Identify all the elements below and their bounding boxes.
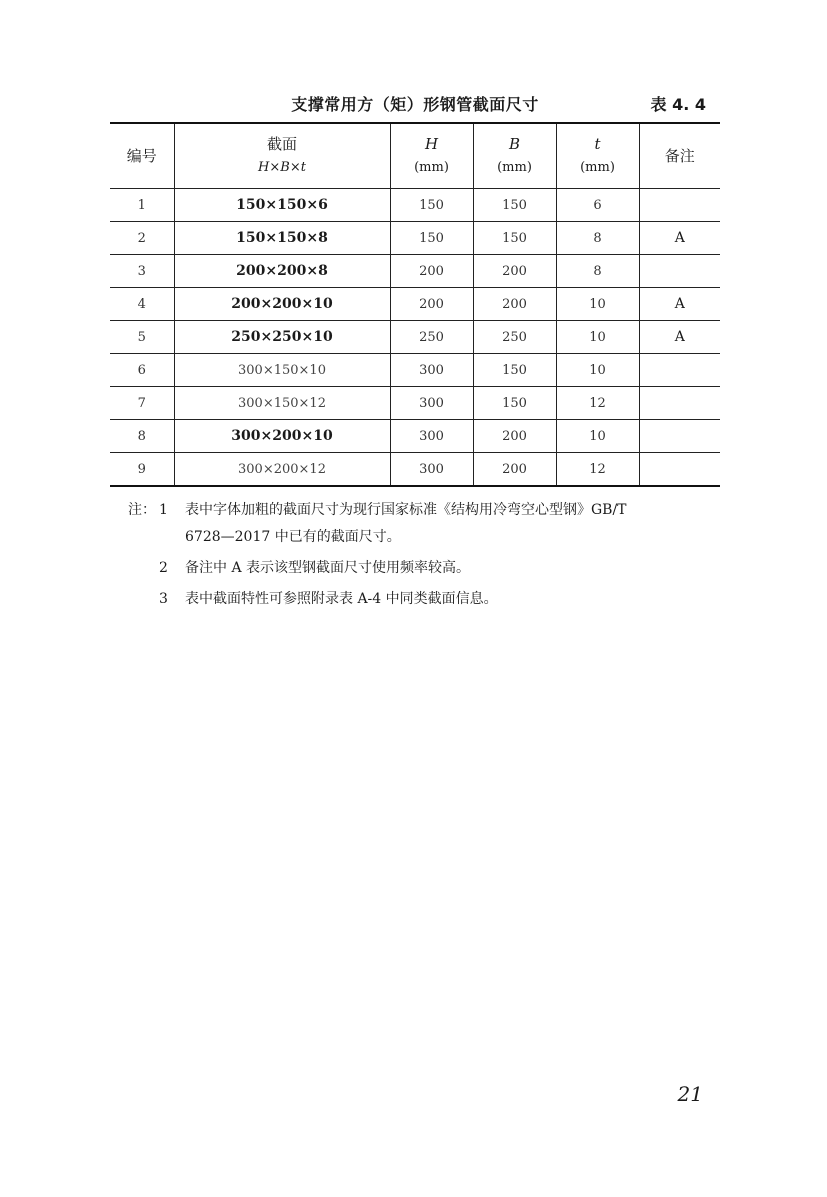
header-h bbox=[390, 123, 473, 189]
cell-h: 300 bbox=[390, 387, 473, 420]
cell-b: 200 bbox=[473, 453, 556, 487]
note-line: 表中字体加粗的截面尺寸为现行国家标准《结构用冷弯空心型钢》GB/T bbox=[185, 502, 627, 518]
cell-index: 7 bbox=[110, 387, 174, 420]
cell-index: 2 bbox=[110, 222, 174, 255]
note-prefix: 注： bbox=[128, 502, 156, 518]
header-remark: 备注 bbox=[639, 123, 720, 189]
cell-index: 6 bbox=[110, 354, 174, 387]
cell-t: 10 bbox=[556, 321, 639, 354]
cell-t: 12 bbox=[556, 453, 639, 487]
cell-b: 200 bbox=[473, 288, 556, 321]
header-section-formula: H×B×t bbox=[258, 160, 306, 175]
table-row bbox=[110, 288, 720, 321]
cell-b: 200 bbox=[473, 255, 556, 288]
table-row bbox=[110, 420, 720, 453]
cell-h: 250 bbox=[390, 321, 473, 354]
cell-h: 150 bbox=[390, 189, 473, 222]
table-row bbox=[110, 387, 720, 420]
cell-remark bbox=[639, 354, 720, 387]
table-caption bbox=[110, 88, 720, 118]
cell-section: 300×150×10 bbox=[174, 354, 390, 387]
cell-section: 150×150×8 bbox=[174, 222, 390, 255]
header-b-label: B bbox=[508, 135, 521, 153]
cell-index: 9 bbox=[110, 453, 174, 487]
header-section bbox=[174, 123, 390, 189]
header-h-label: H bbox=[424, 135, 439, 153]
cell-index: 5 bbox=[110, 321, 174, 354]
cell-b: 150 bbox=[473, 189, 556, 222]
cell-h: 300 bbox=[390, 420, 473, 453]
page-number: 21 bbox=[677, 1082, 703, 1106]
note-line: 表中截面特性可参照附录表 A-4 中同类截面信息。 bbox=[185, 591, 498, 607]
note-line: 备注中 A 表示该型钢截面尺寸使用频率较高。 bbox=[185, 560, 471, 576]
cell-section: 250×250×10 bbox=[174, 321, 390, 354]
cell-remark bbox=[639, 387, 720, 420]
cell-b: 150 bbox=[473, 354, 556, 387]
cell-b: 150 bbox=[473, 222, 556, 255]
table-notes bbox=[110, 497, 730, 613]
cell-remark bbox=[639, 420, 720, 453]
cell-t: 12 bbox=[556, 387, 639, 420]
table-row bbox=[110, 453, 720, 487]
cell-h: 150 bbox=[390, 222, 473, 255]
table-row bbox=[110, 255, 720, 288]
cell-section: 150×150×6 bbox=[174, 189, 390, 222]
cell-section: 300×150×12 bbox=[174, 387, 390, 420]
header-h-unit: (mm) bbox=[414, 160, 449, 175]
section-size-table bbox=[110, 122, 720, 487]
header-b-unit: (mm) bbox=[497, 160, 532, 175]
cell-section: 200×200×8 bbox=[174, 255, 390, 288]
header-t-unit: (mm) bbox=[580, 160, 615, 175]
cell-b: 200 bbox=[473, 420, 556, 453]
table-row bbox=[110, 189, 720, 222]
cell-h: 200 bbox=[390, 288, 473, 321]
note-item bbox=[110, 555, 730, 582]
cell-t: 10 bbox=[556, 420, 639, 453]
table-number: 表 4. 4 bbox=[650, 95, 706, 114]
cell-remark bbox=[639, 189, 720, 222]
header-index: 编号 bbox=[110, 123, 174, 189]
cell-section: 300×200×12 bbox=[174, 453, 390, 487]
cell-t: 6 bbox=[556, 189, 639, 222]
table-header-row bbox=[110, 123, 720, 189]
note-index: 2 bbox=[159, 560, 168, 576]
cell-index: 4 bbox=[110, 288, 174, 321]
cell-remark: A bbox=[639, 288, 720, 321]
note-index: 3 bbox=[159, 591, 168, 607]
header-section-label: 截面 bbox=[266, 135, 297, 153]
note-line: 6728—2017 中已有的截面尺寸。 bbox=[185, 529, 401, 545]
cell-t: 10 bbox=[556, 354, 639, 387]
cell-section: 300×200×10 bbox=[174, 420, 390, 453]
table-row bbox=[110, 354, 720, 387]
cell-index: 8 bbox=[110, 420, 174, 453]
cell-index: 3 bbox=[110, 255, 174, 288]
header-b bbox=[473, 123, 556, 189]
cell-t: 8 bbox=[556, 222, 639, 255]
header-t-label: t bbox=[594, 135, 601, 153]
header-t bbox=[556, 123, 639, 189]
cell-b: 150 bbox=[473, 387, 556, 420]
table-title: 支撑常用方（矩）形钢管截面尺寸 bbox=[291, 95, 539, 114]
cell-remark: A bbox=[639, 222, 720, 255]
cell-remark bbox=[639, 255, 720, 288]
cell-h: 300 bbox=[390, 354, 473, 387]
cell-t: 8 bbox=[556, 255, 639, 288]
note-item bbox=[110, 586, 730, 613]
table-row bbox=[110, 321, 720, 354]
note-item bbox=[110, 497, 730, 551]
cell-remark: A bbox=[639, 321, 720, 354]
note-index: 1 bbox=[159, 502, 168, 518]
cell-h: 200 bbox=[390, 255, 473, 288]
table-row bbox=[110, 222, 720, 255]
cell-index: 1 bbox=[110, 189, 174, 222]
cell-h: 300 bbox=[390, 453, 473, 487]
cell-section: 200×200×10 bbox=[174, 288, 390, 321]
cell-remark bbox=[639, 453, 720, 487]
cell-b: 250 bbox=[473, 321, 556, 354]
cell-t: 10 bbox=[556, 288, 639, 321]
